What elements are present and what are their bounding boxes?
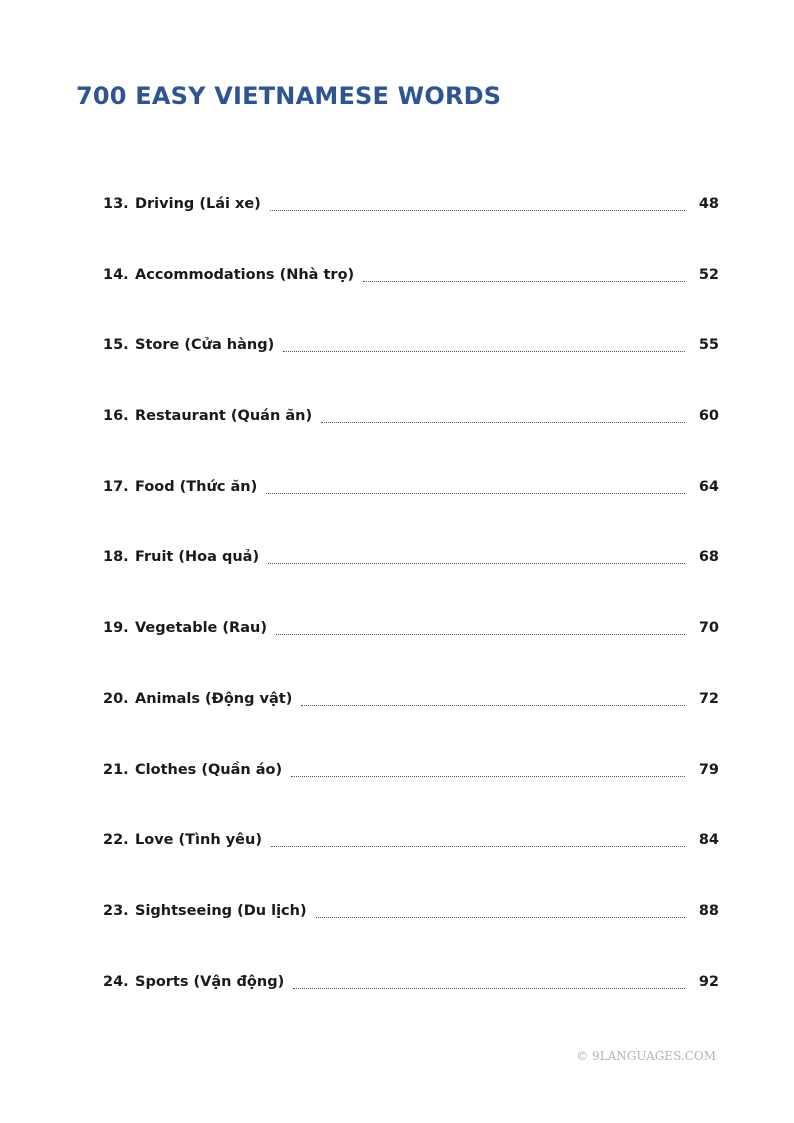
toc-entry[interactable] [103,255,719,326]
toc-entry-number: 16. [103,408,129,425]
toc-entry-title: Restaurant (Quán ăn) [135,408,313,425]
toc-entry-title: Love (Tình yêu) [135,832,262,849]
toc-entry-number: 14. [103,266,129,283]
toc-entry-title: Animals (Động vật) [135,690,293,707]
toc-entry[interactable] [103,325,719,396]
toc-entry-number: 23. [103,902,129,919]
toc-entry-page: 52 [698,266,719,283]
dot-leader [363,255,685,282]
dot-leader [321,396,685,423]
toc-entry-title: Sports (Vận động) [135,973,285,990]
toc-entry-page: 60 [698,408,719,425]
page-title: 700 EASY VIETNAMESE WORDS [76,82,502,110]
toc-entry[interactable] [103,608,719,679]
toc-entry-title: Clothes (Quần áo) [135,761,283,778]
toc-entry[interactable] [103,891,719,962]
toc-entry-number: 15. [103,337,129,354]
dot-leader [271,820,685,847]
toc-entry-page: 72 [698,690,719,707]
toc-entry-number: 22. [103,832,129,849]
toc-entry[interactable] [103,820,719,891]
dot-leader [293,962,685,989]
dot-leader [291,750,685,777]
dot-leader [316,891,685,918]
toc-entry[interactable] [103,750,719,821]
toc-entry-title: Accommodations (Nhà trọ) [135,266,355,283]
toc-entry-title: Food (Thức ăn) [135,478,258,495]
dot-leader [270,184,685,211]
toc-entry-page: 64 [698,478,719,495]
toc-entry-number: 13. [103,196,129,212]
toc-entry-page: 79 [698,761,719,778]
toc-entry-page: 92 [698,973,719,990]
dot-leader [266,467,685,494]
toc-entry-number: 20. [103,690,129,707]
toc-entry-number: 17. [103,478,129,495]
toc-entry[interactable] [103,962,719,1033]
toc-entry-number: 19. [103,620,129,637]
toc-entry-title: Store (Cửa hàng) [135,337,275,354]
dot-leader [276,608,685,635]
toc-entry[interactable] [103,467,719,538]
toc-entry-page: 68 [698,549,719,566]
toc-entry-number: 18. [103,549,129,566]
toc-entry-number: 21. [103,761,129,778]
toc-entry-title: Sightseeing (Du lịch) [135,902,307,919]
toc-entry[interactable] [103,679,719,750]
copyright-notice: © 9LANGUAGES.COM [576,1049,716,1063]
toc-entry[interactable] [103,396,719,467]
toc-entry-title: Fruit (Hoa quả) [135,549,260,566]
toc-entry-page: 88 [698,902,719,919]
dot-leader [283,325,685,352]
dot-leader [301,679,684,706]
toc-entry-title: Vegetable (Rau) [135,620,267,637]
toc-entry-page: 84 [698,832,719,849]
toc-entry[interactable] [103,184,719,255]
table-of-contents [103,184,719,1032]
toc-entry-page: 48 [698,196,719,212]
toc-entry-number: 24. [103,973,129,990]
toc-entry-page: 55 [698,337,719,354]
toc-entry-page: 70 [698,620,719,637]
toc-entry[interactable] [103,537,719,608]
dot-leader [268,537,685,564]
toc-entry-title: Driving (Lái xe) [135,196,261,212]
